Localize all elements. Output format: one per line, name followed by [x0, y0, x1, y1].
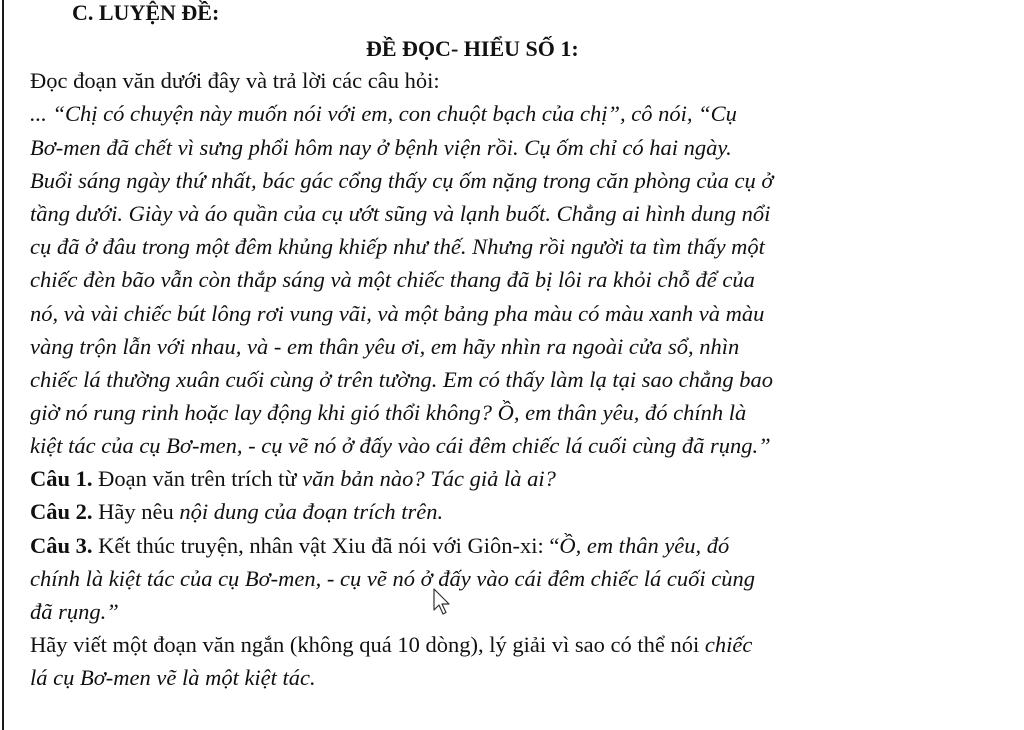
passage-line: ... “Chị có chuyện này muốn nói với em, con chuột bạch của chị”, cô nói, “Cụ — [30, 101, 737, 126]
passage-line: Bơ-men đã chết vì sưng phổi hôm nay ở bệnh viện rồi. Cụ ốm chỉ có hai ngày. — [30, 135, 732, 160]
question-3-line-2: chính là kiệt tác của cụ Bơ-men, - cụ vẽ nó ở đấy vào cái đêm chiếc lá cuối cùng — [30, 566, 755, 591]
question-3-quote-start: Ồ, em thân yêu, đó — [559, 533, 730, 558]
passage-line: vàng trộn lẫn với nhau, và - em thân yêu ơi, em hãy nhìn ra ngoài cửa sổ, nhìn — [30, 334, 740, 359]
question-3-line-4 — [30, 630, 752, 660]
passage-line: cụ đã ở đâu trong một đêm khủng khiếp như thế. Nhưng rồi người ta tìm thấy một — [30, 234, 765, 259]
question-3-task-italic: chiếc — [704, 632, 753, 657]
question-3-task-text: Hãy viết một đoạn văn ngắn (không quá 10 dòng), lý giải vì sao có thể nói — [30, 632, 705, 657]
exam-title: ĐỀ ĐỌC- HIỂU SỐ 1: — [366, 36, 579, 61]
question-2-label: Câu 2. — [30, 499, 93, 524]
instruction-text: Đọc đoạn văn dưới đây và trả lời các câu hỏi: — [30, 68, 440, 93]
passage-line: chiếc đèn bão vẫn còn thắp sáng và một chiếc thang đã bị lôi ra khỏi chỗ để của — [30, 267, 755, 292]
question-2-italic: nội dung của đoạn trích trên. — [179, 499, 444, 524]
question-2 — [30, 497, 443, 527]
passage-line: giờ nó rung rinh hoặc lay động khi gió thổi không? Ồ, em thân yêu, đó chính là — [30, 400, 747, 425]
question-3-text: Kết thúc truyện, nhân vật Xiu đã nói với Giôn-xi: “ — [92, 533, 560, 558]
question-3-line-5: lá cụ Bơ-men vẽ là một kiệt tác. — [30, 665, 316, 690]
question-1-text: Đoạn văn trên trích từ — [92, 466, 303, 491]
passage-line: Buổi sáng ngày thứ nhất, bác gác cổng thấy cụ ốm nặng trong căn phòng của cụ ở — [30, 168, 774, 193]
question-2-text: Hãy nêu — [92, 499, 180, 524]
question-3-line-3: đã rụng.” — [30, 599, 119, 624]
passage-line: kiệt tác của cụ Bơ-men, - cụ vẽ nó ở đấy vào cái đêm chiếc lá cuối cùng đã rụng.” — [30, 433, 771, 458]
passage-line: nó, và vài chiếc bút lông rơi vung vãi, và một bảng pha màu có màu xanh và màu — [30, 301, 765, 326]
question-1 — [30, 464, 556, 494]
question-3-label: Câu 3. — [30, 533, 93, 558]
question-1-italic: văn bản nào? Tác giả là ai? — [302, 466, 556, 491]
passage-line: chiếc lá thường xuân cuối cùng ở trên tường. Em có thấy làm lạ tại sao chẳng bao — [30, 367, 773, 392]
section-title: C. LUYỆN ĐỀ: — [72, 0, 220, 25]
question-3-line-1 — [30, 531, 729, 561]
passage-line: tầng dưới. Giày và áo quần của cụ ướt sũng và lạnh buốt. Chẳng ai hình dung nổi — [30, 201, 771, 226]
question-1-label: Câu 1. — [30, 466, 93, 491]
mouse-pointer-icon — [432, 588, 454, 618]
